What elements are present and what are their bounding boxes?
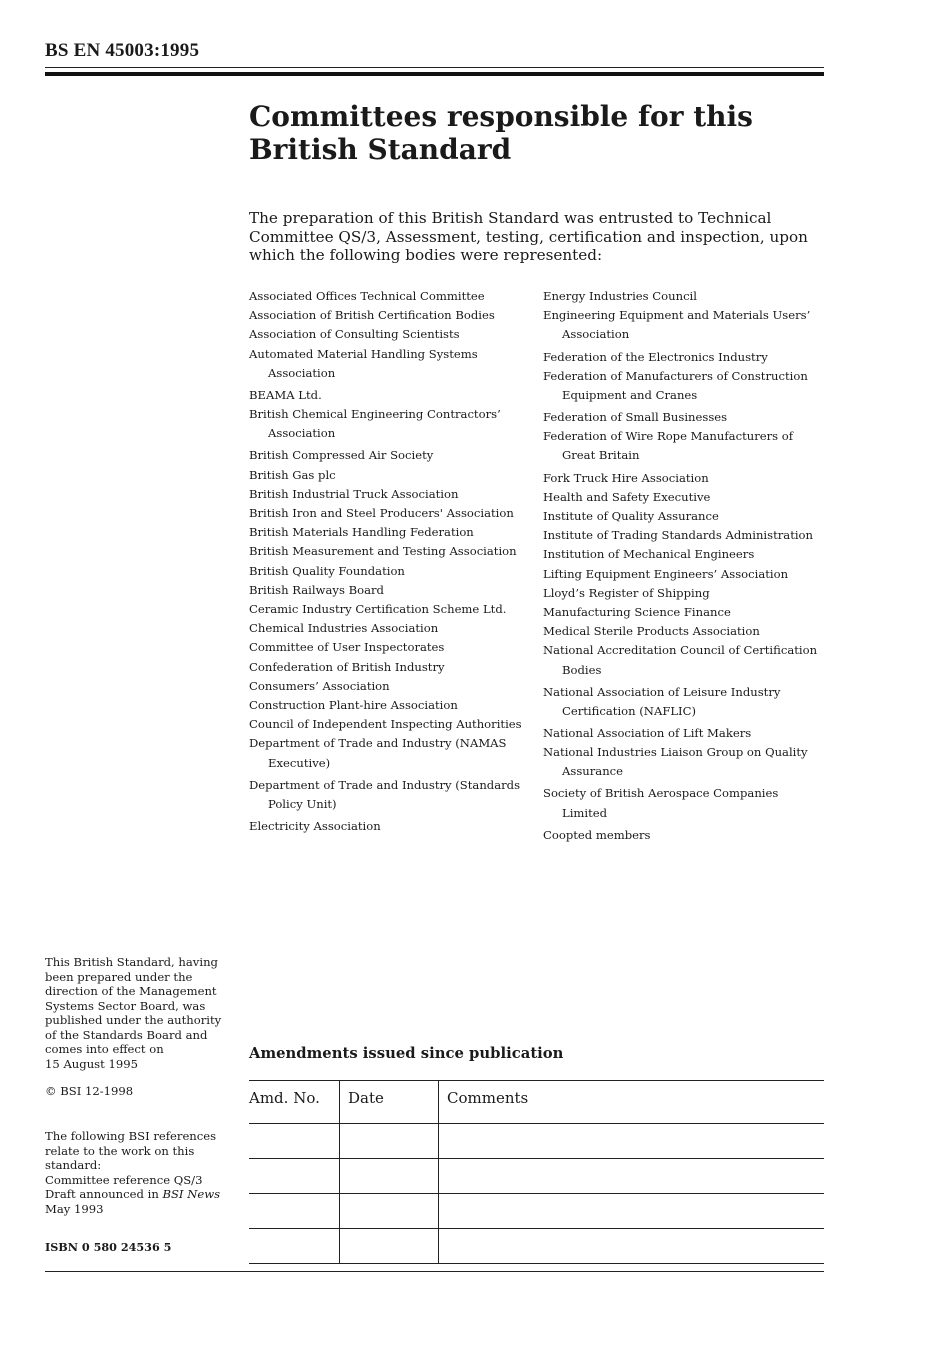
header-rule-thick xyxy=(45,72,824,76)
list-item xyxy=(543,348,833,367)
copyright-note: © BSI 12-1998 xyxy=(45,1084,134,1098)
list-item-text: British Compressed Air Society xyxy=(249,448,434,463)
sidebar-line: direction of the Management xyxy=(45,984,217,998)
sidebar-line: The following BSI references xyxy=(45,1129,217,1143)
cell-comments xyxy=(439,1159,825,1194)
amendments-title: Amendments issued since publication xyxy=(249,1045,564,1062)
list-item xyxy=(249,386,537,405)
list-item-text: Equipment and Cranes xyxy=(562,387,698,402)
list-item-text: National Industries Liaison Group on Quality xyxy=(543,745,808,760)
list-item xyxy=(249,817,537,836)
sidebar-line: standard: xyxy=(45,1158,102,1172)
list-item-text: Engineering Equipment and Materials Users’ xyxy=(543,308,811,323)
publication-note xyxy=(45,955,231,1071)
sidebar-line: published under the authority xyxy=(45,1013,222,1027)
list-item-text: British Chemical Engineering Contractors’ xyxy=(249,407,501,422)
cell-comments xyxy=(439,1229,825,1264)
list-item-text: Fork Truck Hire Association xyxy=(543,470,709,485)
list-item xyxy=(543,367,833,405)
cell-amd-no xyxy=(249,1159,340,1194)
list-item xyxy=(543,507,833,526)
list-item-text: Association xyxy=(562,327,630,342)
list-item xyxy=(249,581,537,600)
list-item xyxy=(543,488,833,507)
list-item xyxy=(249,504,537,523)
list-item-text: British Iron and Steel Producers' Association xyxy=(249,506,514,521)
list-item xyxy=(249,325,537,344)
list-item-text: Ceramic Industry Certification Scheme Ltd. xyxy=(249,602,507,617)
list-item xyxy=(249,523,537,542)
list-item xyxy=(249,638,537,657)
cell-amd-no xyxy=(249,1124,340,1159)
list-item xyxy=(543,641,833,679)
document-id: BS EN 45003:1995 xyxy=(45,40,200,61)
list-item xyxy=(249,446,537,465)
list-item-text: National Association of Lift Makers xyxy=(543,725,752,740)
list-item xyxy=(249,619,537,638)
column-header-date: Date xyxy=(340,1081,439,1124)
sidebar-line: relate to the work on this xyxy=(45,1143,195,1158)
list-item-text: Energy Industries Council xyxy=(543,289,697,303)
list-item-text: Executive) xyxy=(268,755,331,770)
isbn: ISBN 0 580 24536 5 xyxy=(45,1240,172,1254)
sidebar-line: of the Standards Board and xyxy=(45,1027,208,1042)
cell-date xyxy=(340,1229,439,1264)
table-row xyxy=(249,1194,824,1229)
list-item-text: Confederation of British Industry xyxy=(249,659,445,674)
list-item-text: British Measurement and Testing Association xyxy=(249,544,517,559)
list-item-text: Consumers’ Association xyxy=(249,678,390,693)
bodies-list-left xyxy=(249,287,537,836)
cell-date xyxy=(340,1159,439,1194)
list-item xyxy=(543,526,833,545)
list-item-text: National Association of Leisure Industry xyxy=(543,684,781,699)
cell-amd-no xyxy=(249,1229,340,1264)
list-item xyxy=(543,784,833,822)
list-item xyxy=(543,306,833,344)
list-item xyxy=(249,306,537,325)
table-row xyxy=(249,1229,824,1264)
list-item-text: Chemical Industries Association xyxy=(249,621,439,636)
bodies-list-right xyxy=(543,287,833,845)
references-note xyxy=(45,1129,231,1216)
list-item-text: British Railways Board xyxy=(249,582,384,597)
list-item-text: Federation of Wire Rope Manufacturers of xyxy=(543,429,794,444)
list-item-text: Department of Trade and Industry (NAMAS xyxy=(249,736,507,751)
list-item xyxy=(249,600,537,619)
sidebar-line: Systems Sector Board, was xyxy=(45,998,206,1013)
draft-date: May 1993 xyxy=(45,1201,104,1216)
list-item xyxy=(249,542,537,561)
list-item xyxy=(543,469,833,488)
table-row xyxy=(249,1124,824,1159)
list-item-text: Institute of Quality Assurance xyxy=(543,508,719,523)
list-item xyxy=(249,287,537,306)
list-item-text: Coopted members xyxy=(543,827,651,842)
list-item-text: Department of Trade and Industry (Standards xyxy=(249,777,521,792)
list-item-text: Associated Offices Technical Committee xyxy=(249,289,485,303)
list-item xyxy=(543,565,833,584)
list-item xyxy=(543,724,833,743)
list-item xyxy=(249,485,537,504)
list-item xyxy=(543,408,833,427)
amendments-table xyxy=(249,1080,824,1264)
list-item xyxy=(543,603,833,622)
draft-prefix: Draft announced in xyxy=(45,1187,163,1201)
footer-rule xyxy=(45,1271,824,1272)
list-item xyxy=(543,826,833,845)
list-item-text: Association xyxy=(268,426,336,441)
list-item-text: Assurance xyxy=(562,764,624,779)
list-item-text: Great Britain xyxy=(562,448,640,463)
column-header-comments: Comments xyxy=(439,1081,825,1124)
list-item-text: Association xyxy=(268,365,336,380)
list-item-text: Bodies xyxy=(562,662,602,677)
list-item xyxy=(249,677,537,696)
list-item-text: National Accreditation Council of Certification xyxy=(543,643,818,658)
list-item-text: Committee of User Inspectorates xyxy=(249,640,445,655)
list-item-text: Construction Plant-hire Association xyxy=(249,698,458,713)
list-item xyxy=(249,658,537,677)
list-item xyxy=(543,683,833,721)
list-item-text: Federation of the Electronics Industry xyxy=(543,349,768,364)
sidebar-line: Committee reference QS/3 xyxy=(45,1172,203,1187)
list-item xyxy=(249,734,537,772)
list-item xyxy=(249,345,537,383)
list-item-text: British Industrial Truck Association xyxy=(249,486,459,501)
list-item-text: Institute of Trading Standards Administration xyxy=(543,528,814,543)
list-item-text: Limited xyxy=(562,805,608,820)
cell-date xyxy=(340,1124,439,1159)
list-item xyxy=(249,405,537,443)
list-item xyxy=(543,622,833,641)
sidebar-line: comes into effect on xyxy=(45,1042,164,1056)
list-item-text: Lloyd’s Register of Shipping xyxy=(543,585,710,600)
list-item-text: British Gas plc xyxy=(249,467,336,482)
list-item-text: Manufacturing Science Finance xyxy=(543,604,731,619)
column-header-amd-no: Amd. No. xyxy=(249,1081,340,1124)
header-rule-thin xyxy=(45,67,824,68)
amendments-header-row xyxy=(249,1081,824,1124)
list-item xyxy=(249,715,537,734)
list-item-text: Society of British Aerospace Companies xyxy=(543,786,779,801)
list-item xyxy=(543,743,833,781)
list-item-text: Electricity Association xyxy=(249,819,381,834)
list-item-text: Automated Material Handling Systems xyxy=(249,346,478,361)
list-item-text: Certification (NAFLIC) xyxy=(562,703,697,718)
list-item-text: Policy Unit) xyxy=(268,796,337,811)
list-item xyxy=(543,427,833,465)
list-item xyxy=(543,545,833,564)
sidebar-line: been prepared under the xyxy=(45,969,193,984)
cell-comments xyxy=(439,1124,825,1159)
list-item xyxy=(249,696,537,715)
list-item xyxy=(543,584,833,603)
list-item xyxy=(249,776,537,814)
list-item-text: Federation of Manufacturers of Construction xyxy=(543,368,808,383)
list-item-text: British Quality Foundation xyxy=(249,563,405,578)
references-lines xyxy=(45,1129,216,1187)
list-item-text: Lifting Equipment Engineers’ Association xyxy=(543,566,789,581)
draft-publication: BSI News xyxy=(162,1187,221,1201)
table-row xyxy=(249,1159,824,1194)
list-item-text: British Materials Handling Federation xyxy=(249,525,474,540)
cell-date xyxy=(340,1194,439,1229)
list-item xyxy=(249,562,537,581)
sidebar-line: 15 August 1995 xyxy=(45,1056,138,1071)
list-item-text: Federation of Small Businesses xyxy=(543,410,728,424)
intro-paragraph: The preparation of this British Standard was entrusted to Technical Committee QS/3, Assessment, testing, certification and inspection, upon which the following bodies were represented: xyxy=(249,209,808,264)
sidebar-line: This British Standard, having xyxy=(45,955,218,969)
list-item-text: Association of British Certification Bodies xyxy=(249,308,495,323)
cell-amd-no xyxy=(249,1194,340,1229)
list-item xyxy=(543,287,833,306)
list-item xyxy=(249,466,537,485)
cell-comments xyxy=(439,1194,825,1229)
list-item-text: Council of Independent Inspecting Authorities xyxy=(249,717,522,732)
list-item-text: Medical Sterile Products Association xyxy=(543,624,760,639)
title-line-2: British Standard xyxy=(249,133,512,166)
list-item-text: BEAMA Ltd. xyxy=(249,387,322,402)
page-title xyxy=(249,100,824,166)
list-item-text: Institution of Mechanical Engineers xyxy=(543,547,755,562)
title-line-1: Committees responsible for this xyxy=(249,100,753,133)
list-item-text: Association of Consulting Scientists xyxy=(249,327,460,342)
list-item-text: Health and Safety Executive xyxy=(543,489,711,504)
